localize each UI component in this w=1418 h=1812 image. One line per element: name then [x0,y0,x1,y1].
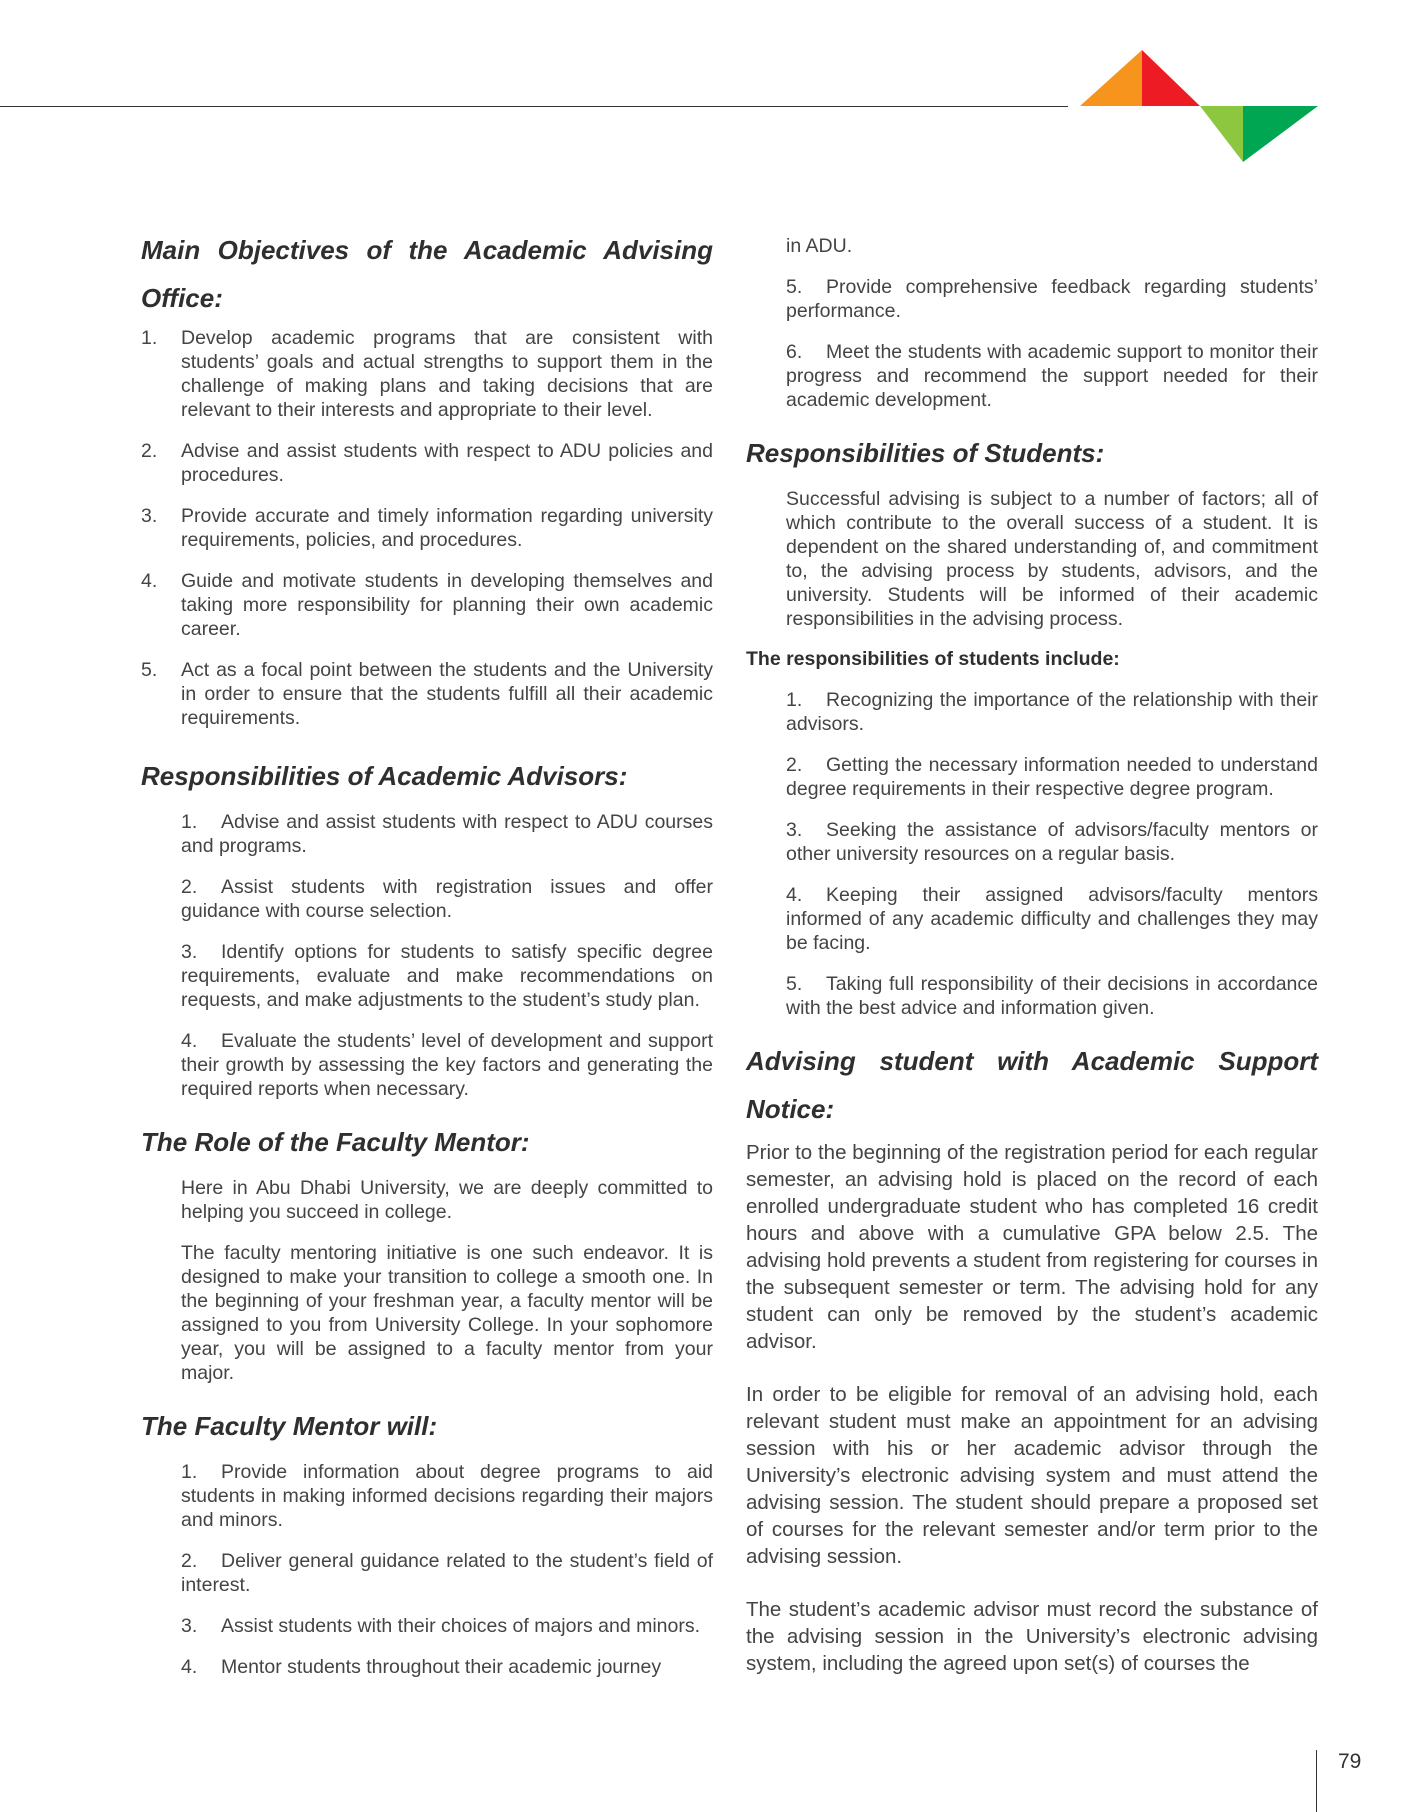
item-text: Meet the students with academic support to monitor their progress and recommend the support needed for their academic development. [786,341,1318,411]
list-item [141,439,713,487]
notice-paragraph: In order to be eligible for removal of an advising hold, each relevant student must make an appointment for an advising session with his or her academic advisor through the University’s electronic advising system and must attend the advising session. The student should prepare a proposed set of courses for the relevant semester and/or term prior to the advising session. [746,1383,1318,1568]
item-number: 2. [181,876,198,898]
objectives-heading-line1: Main Objectives of the Academic Advising [141,235,713,265]
item-number: 3. [181,1615,198,1637]
item-text: Keeping their assigned advisors/faculty mentors informed of any academic difficulty and challenges they may be facing. [786,884,1318,954]
notice-paragraph: Prior to the beginning of the registration period for each regular semester, an advising hold is placed on the record of each enrolled undergraduate student who has completed 16 credit hours and above with a cumulative GPA below 2.5. The advising hold prevents a student from registering for courses in the subsequent semester or term. The advising hold for any student can only be removed by the student’s academic advisor. [746,1141,1318,1353]
item-text: Evaluate the students’ level of development and support their growth by assessing the key factors and generating the required reports when necessary. [181,1030,713,1100]
objectives-heading-line2: Office: [141,283,223,313]
item-number: 2. [181,1550,198,1572]
mentor-will-heading: The Faculty Mentor will: [141,1411,438,1441]
notice-heading-line2: Notice: [746,1094,835,1124]
list-item [746,972,1318,1020]
continued-text: in ADU. [786,235,853,257]
role-paragraph: Here in Abu Dhabi University, we are deeply committed to helping you succeed in college. [181,1177,713,1223]
item-text: Assist students with their choices of majors and minors. [221,1615,701,1637]
list-item [141,1655,713,1679]
item-number: 2. [786,754,803,776]
advisors-heading: Responsibilities of Academic Advisors: [141,761,628,791]
item-number: 4. [141,570,158,592]
item-text: Guide and motivate students in developing themselves and taking more responsibility for planning their own academic career. [181,570,713,640]
item-number: 6. [786,341,803,363]
light-green-triangle [1200,106,1243,162]
item-text: Advise and assist students with respect to ADU courses and programs. [181,811,713,857]
list-item [746,883,1318,955]
item-text: Getting the necessary information needed to understand degree requirements in their respective degree program. [786,754,1318,800]
page-number: 79 [1338,1750,1362,1773]
item-number: 4. [181,1030,198,1052]
item-number: 1. [181,1461,198,1483]
list-item [746,753,1318,801]
item-text: Mentor students throughout their academic journey [221,1656,662,1678]
list-item [141,1549,713,1597]
right-column [746,234,1318,1703]
list-item [141,326,713,422]
list-item [746,340,1318,412]
item-text: Taking full responsibility of their decisions in accordance with the best advice and information given. [786,973,1318,1019]
item-text: Advise and assist students with respect to ADU policies and procedures. [181,440,713,486]
item-number: 1. [181,811,198,833]
item-text: Act as a focal point between the students and the University in order to ensure that the students fulfill all their academic requirements. [181,659,713,729]
advisors-list [141,810,713,1101]
list-item [141,504,713,552]
item-number: 2. [141,440,158,462]
list-item [141,1460,713,1532]
list-item [141,940,713,1012]
list-item [141,875,713,923]
item-text: Develop academic programs that are consistent with students’ goals and actual strengths to support them in the challenge of making plans and taking decisions that are relevant to their interests and appropriate to their level. [181,327,713,421]
students-list [746,688,1318,1020]
mentor-will-list [141,1460,713,1679]
item-text: Assist students with registration issues and offer guidance with course selection. [181,876,713,922]
item-number: 1. [141,327,158,349]
header-rule [0,106,1068,107]
notice-heading [746,1037,1318,1133]
red-triangle [1142,50,1200,106]
item-number: 3. [141,505,158,527]
notice-heading-line1: Advising student with Academic Support [746,1046,1318,1076]
item-text: Provide information about degree programs to aid students in making informed decisions regarding their majors and minors. [181,1461,713,1531]
list-item [141,810,713,858]
item-number: 4. [181,1656,198,1678]
item-number: 3. [181,941,198,963]
list-item [141,569,713,641]
list-item [746,818,1318,866]
list-item [141,658,713,730]
list-item [746,688,1318,736]
role-heading: The Role of the Faculty Mentor: [141,1127,530,1157]
item-text: Provide comprehensive feedback regarding students’ performance. [786,276,1318,322]
item-text: Recognizing the importance of the relationship with their advisors. [786,689,1318,735]
item-number: 3. [786,819,803,841]
triangle-logo-icon [1080,50,1320,162]
list-item [141,1029,713,1101]
list-item [141,1614,713,1638]
students-heading: Responsibilities of Students: [746,438,1105,468]
objectives-list [141,326,713,730]
students-subheading: The responsibilities of students include: [746,648,1120,670]
green-triangle [1243,106,1318,162]
objectives-heading [141,226,713,322]
role-paragraph: The faculty mentoring initiative is one such endeavor. It is designed to make your transition to college a smooth one. In the beginning of your freshman year, a faculty mentor will be assigned to you from University College. In your sophomore year, you will be assigned to a faculty mentor from your major. [181,1242,713,1384]
orange-triangle [1080,50,1142,106]
left-column [141,226,713,1696]
item-text: Seeking the assistance of advisors/faculty mentors or other university resources on a regular basis. [786,819,1318,865]
item-text: Provide accurate and timely information regarding university requirements, policies, and procedures. [181,505,713,551]
item-text: Identify options for students to satisfy specific degree requirements, evaluate and make recommendations on requests, and make adjustments to the student’s study plan. [181,941,713,1011]
students-paragraph: Successful advising is subject to a number of factors; all of which contribute to the overall success of a student. It is dependent on the shared understanding of, and commitment to, the advising process by students, advisors, and the university. Students will be informed of their academic responsibilities in the advising process. [786,488,1318,630]
page-number-rule [1316,1750,1317,1812]
item-number: 5. [786,276,803,298]
list-item [746,275,1318,323]
item-text: Deliver general guidance related to the student’s field of interest. [181,1550,713,1596]
item-number: 5. [141,659,158,681]
notice-paragraph: The student’s academic advisor must record the substance of the advising session in the University’s electronic advising system, including the agreed upon set(s) of courses the [746,1598,1318,1675]
item-number: 4. [786,884,803,906]
item-number: 1. [786,689,803,711]
item-number: 5. [786,973,803,995]
